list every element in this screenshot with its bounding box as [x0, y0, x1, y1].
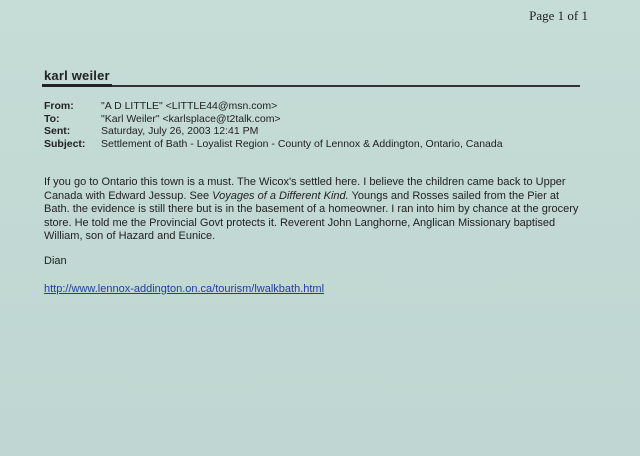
subject-row — [44, 138, 503, 151]
signature: Dian — [44, 255, 67, 267]
page-number: Page 1 of 1 — [529, 8, 588, 23]
from-value: "A D LITTLE" <LITTLE44@msn.com> — [101, 100, 278, 112]
sent-row — [44, 125, 503, 138]
email-body — [44, 176, 584, 244]
tourism-link[interactable]: http://www.lennox-addington.on.ca/tourism/lwalkbath.html — [44, 283, 325, 295]
body-text-part1: If you go to Ontario this town is a must. The Wicox's settled here. I believe the children came back to Upper Canada with Edward Jessup. See — [44, 176, 566, 202]
to-row — [44, 113, 503, 126]
email-headers — [44, 100, 503, 150]
to-value: "Karl Weiler" <karlsplace@t2talk.com> — [101, 112, 281, 125]
from-label: From: — [44, 100, 74, 112]
from-row — [44, 100, 503, 113]
sent-value: Saturday, July 26, 2003 12:41 PM — [101, 125, 259, 137]
to-label: To: — [44, 112, 60, 125]
sent-label: Sent: — [44, 125, 71, 137]
header-divider — [42, 85, 580, 87]
body-text-part2: Youngs and Rosses sailed from the Pier at Bath. the evidence is still there but is in the basement of a homeowner. I ran into him by chance at the grocery store. He told me the Provincial Govt protects it. Reverent John Langhorne, Anglican Missionary baptised William, son of Hazard and Eunice. — [44, 189, 579, 242]
subject-label: Subject: — [44, 137, 86, 150]
sender-name: karl weiler — [44, 68, 110, 83]
body-paragraph — [44, 176, 584, 244]
book-title: Voyages of a Different Kind. — [212, 189, 349, 202]
header-divider-accent — [42, 84, 112, 87]
subject-value: Settlement of Bath - Loyalist Region - County of Lennox & Addington, Ontario, Canada — [101, 137, 503, 150]
